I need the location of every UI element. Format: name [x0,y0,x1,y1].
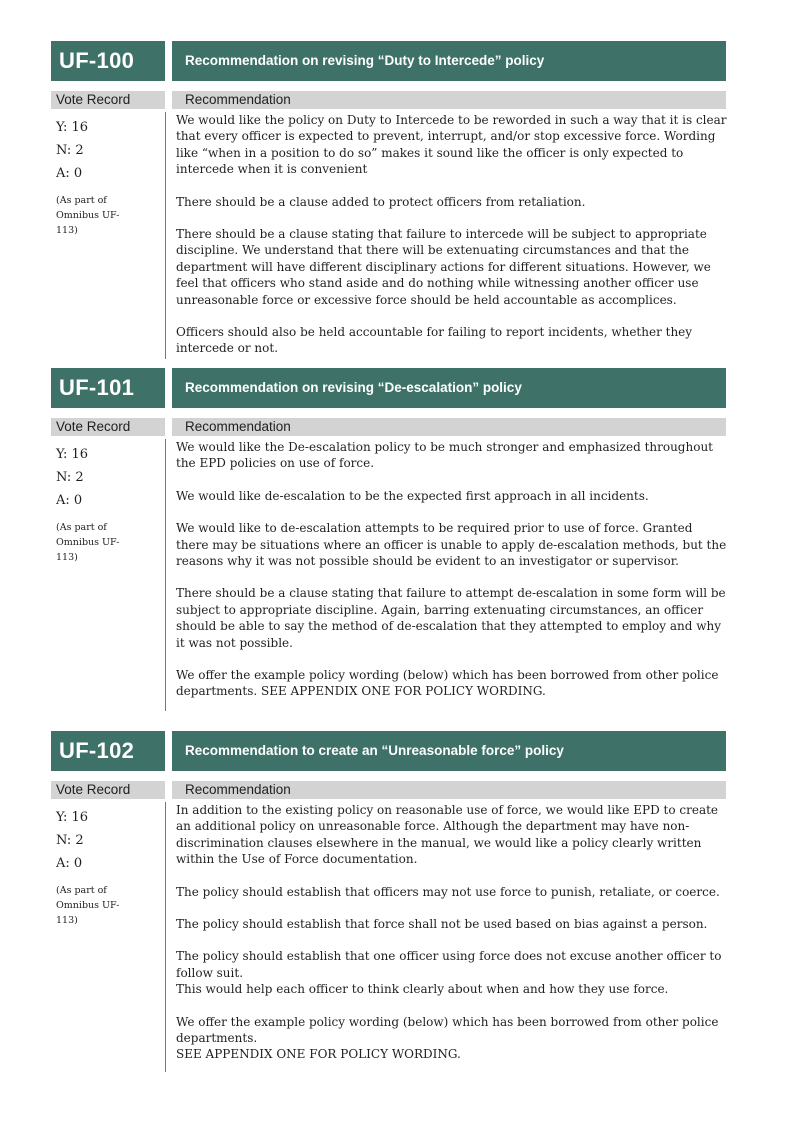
vote-record-heading: Vote Record [51,91,165,109]
vote-abstain: A: 0 [56,166,83,181]
recommendation-paragraph: There should be a clause added to protect officers from retaliation. [176,194,586,209]
recommendation-paragraph: There should be a clause stating that failure to intercede will be subject to appropriate discipline. We understand that there will be extenuating circumstances and that the department will have different disciplinary actions for different situations. However, we feel that officers who stand aside and do nothing while witnessing another officer use unreasonable force or excessive force should be held accountable as accomplices. [176,227,711,307]
column-divider [165,802,166,1072]
recommendation-title: Recommendation on revising “Duty to Intercede” policy [172,41,726,81]
vote-abstain: A: 0 [56,493,83,508]
recommendation-heading: Recommendation [172,418,726,436]
vote-tally [56,443,161,565]
recommendation-section-uf-100 [51,41,726,361]
recommendation-body [176,802,728,1063]
recommendation-body [176,112,728,357]
recommendation-paragraph: We offer the example policy wording (below) which has been borrowed from other police departments. SEE APPENDIX ONE FOR POLICY WORDING. [176,668,719,699]
recommendation-body [176,439,728,700]
recommendation-paragraph: We offer the example policy wording (below) which has been borrowed from other police departments. [176,1014,719,1046]
recommendation-paragraph: The policy should establish that one officer using force does not excuse another officer to follow suit. [176,949,722,980]
recommendation-id: UF-102 [51,731,165,771]
recommendation-paragraph: The policy should establish that force shall not be used based on bias against a person. [176,917,708,932]
vote-tally [56,806,161,928]
recommendation-paragraph: We would like the De-escalation policy to be much stronger and emphasized throughout the EPD policies on use of force. [176,440,713,471]
vote-tally [56,116,161,238]
recommendation-heading: Recommendation [172,91,726,109]
recommendation-section-uf-102 [51,731,726,1076]
recommendation-paragraph: There should be a clause stating that failure to attempt de-escalation in some form will be subject to appropriate discipline. Again, barring extenuating circumstances, an officer should be able to say the method of de-escalation that they attempted to employ and why it was not possible. [176,586,726,650]
recommendation-paragraph: SEE APPENDIX ONE FOR POLICY WORDING. [176,1047,461,1062]
vote-abstain: A: 0 [56,856,83,871]
recommendation-id: UF-101 [51,368,165,408]
vote-yes: Y: 16 [56,810,89,825]
omnibus-note: (As part of Omnibus UF-113) [56,522,120,563]
recommendation-section-uf-101 [51,368,726,713]
recommendation-paragraph: In addition to the existing policy on reasonable use of force, we would like EPD to create an additional policy on unreasonable force. Although the department may have non-discrimination clauses elsewhere in the manual, we would like a policy clearly written within the Use of Force documentation. [176,803,719,867]
omnibus-note: (As part of Omnibus UF-113) [56,885,120,926]
vote-record-heading: Vote Record [51,418,165,436]
recommendation-paragraph: We would like the policy on Duty to Intercede to be reworded in such a way that it is clear that every officer is expected to prevent, interrupt, and/or stop excessive force. Wording like “when in a position to do so” makes it sound like the officer is only expected to intercede when it is convenient [176,113,727,177]
recommendation-paragraph: This would help each officer to think clearly about when and how they use force. [176,982,669,997]
recommendation-paragraph: The policy should establish that officers may not use force to punish, retaliate, or coerce. [176,884,720,899]
vote-record-heading: Vote Record [51,781,165,799]
recommendation-paragraph: Officers should also be held accountable for failing to report incidents, whether they intercede or not. [176,325,693,356]
vote-no: N: 2 [56,143,84,158]
vote-yes: Y: 16 [56,447,89,462]
vote-no: N: 2 [56,833,84,848]
column-divider [165,112,166,359]
vote-no: N: 2 [56,470,84,485]
recommendation-title: Recommendation on revising “De-escalation” policy [172,368,726,408]
omnibus-note: (As part of Omnibus UF-113) [56,195,120,236]
recommendation-paragraph: We would like to de-escalation attempts to be required prior to use of force. Granted there may be situations where an officer is unable to apply de-escalation methods, but the reasons why it was not possible should be evident to an investigator or supervisor. [176,521,727,569]
vote-yes: Y: 16 [56,120,89,135]
recommendation-paragraph: We would like de-escalation to be the expected first approach in all incidents. [176,488,649,503]
recommendation-heading: Recommendation [172,781,726,799]
column-divider [165,439,166,711]
recommendation-title: Recommendation to create an “Unreasonable force” policy [172,731,726,771]
recommendation-id: UF-100 [51,41,165,81]
